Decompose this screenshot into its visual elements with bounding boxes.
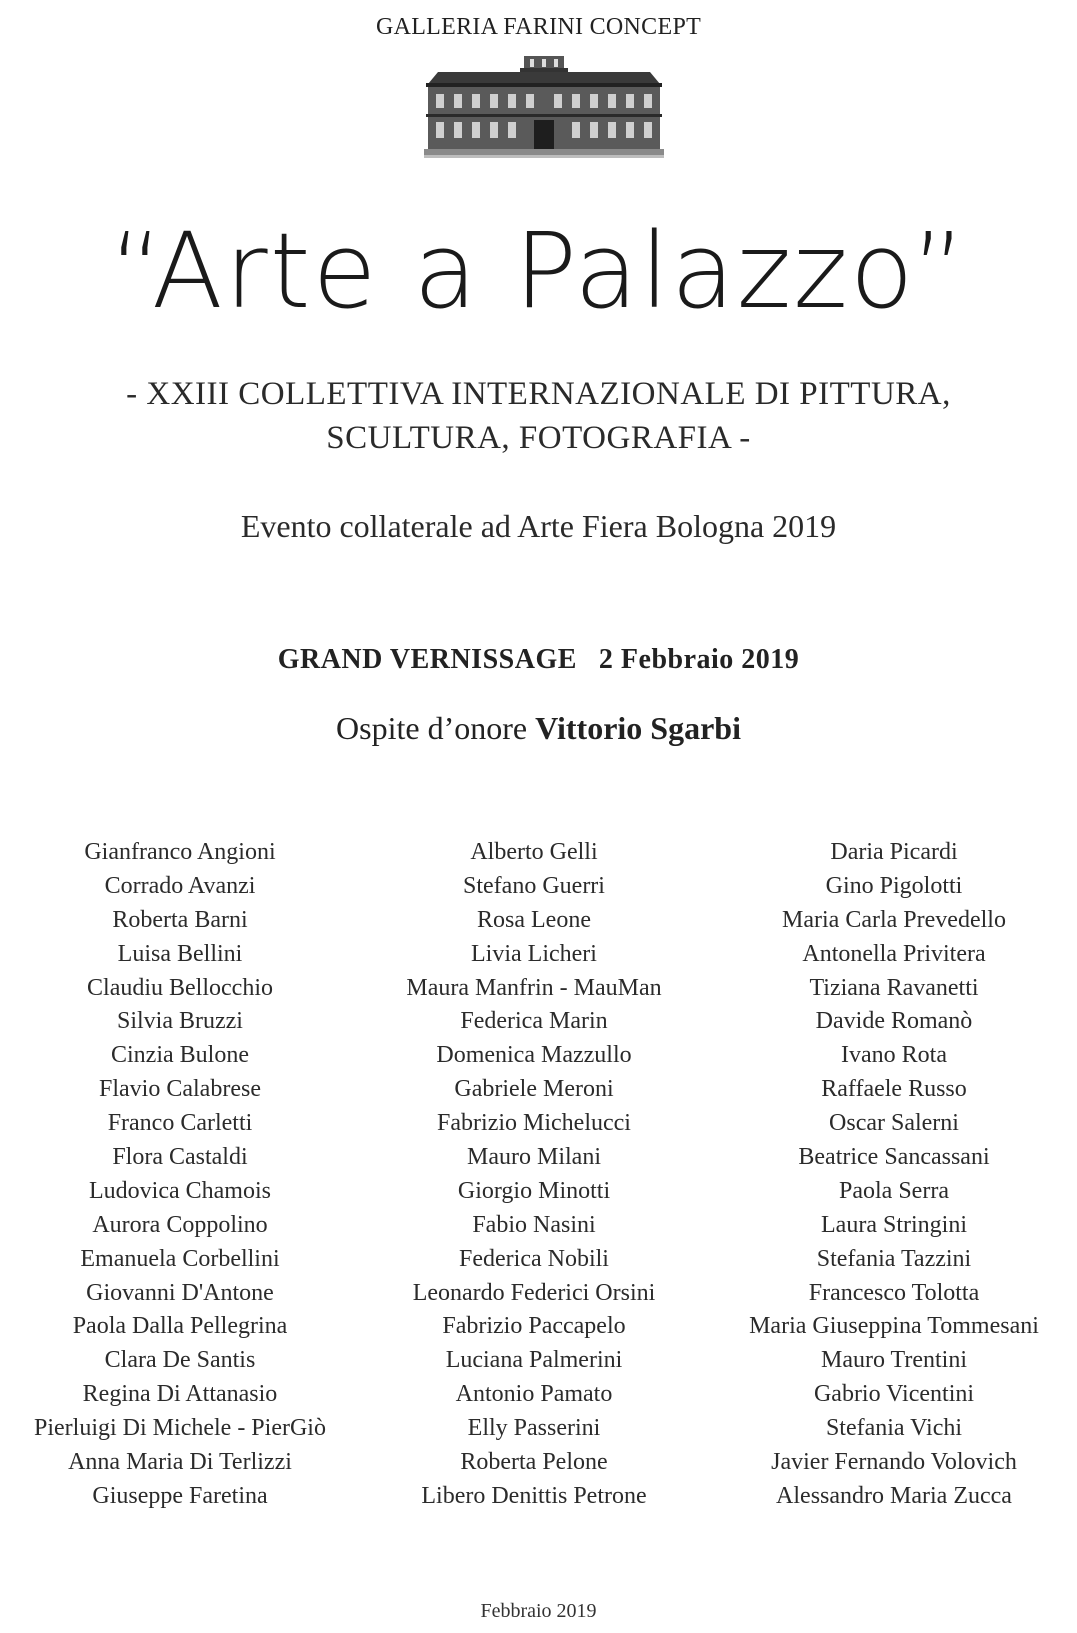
guest-prefix: Ospite d’onore xyxy=(336,710,528,746)
artist-name: Federica Marin xyxy=(460,1008,608,1035)
artist-name: Javier Fernando Volovich xyxy=(771,1449,1017,1476)
vernissage-line xyxy=(0,644,1077,676)
artist-name: Maria Giuseppina Tommesani xyxy=(749,1313,1039,1340)
artist-name: Paola Dalla Pellegrina xyxy=(72,1313,288,1340)
artist-name: Alberto Gelli xyxy=(470,839,598,865)
main-title: “Arte a Palazzo” xyxy=(109,210,968,332)
artist-name: Davide Romanò xyxy=(815,1008,973,1035)
artist-name: Tiziana Ravanetti xyxy=(809,974,979,1001)
artist-name: Pierluigi Di Michele - PierGiò xyxy=(34,1415,326,1442)
artist-name: Stefano Guerri xyxy=(463,872,605,899)
artist-name: Fabio Nasini xyxy=(472,1211,596,1238)
subtitle-line-1: - XXIII COLLETTIVA INTERNAZIONALE DI PITTURA, xyxy=(126,376,951,412)
artist-name: Giuseppe Faretina xyxy=(92,1482,268,1509)
artist-name: Fabrizio Michelucci xyxy=(437,1110,631,1137)
artist-name: Gianfranco Angioni xyxy=(84,839,276,865)
artist-name: Roberta Barni xyxy=(112,906,248,933)
artist-name: Aurora Coppolino xyxy=(92,1211,268,1238)
artist-name: Luisa Bellini xyxy=(117,940,243,967)
artist-name: Paola Serra xyxy=(839,1177,949,1204)
artist-name: Anna Maria Di Terlizzi xyxy=(68,1449,292,1476)
artist-name: Corrado Avanzi xyxy=(104,872,256,899)
event-description: Evento collaterale ad Arte Fiera Bologna 2019 xyxy=(240,508,837,544)
artist-name: Elly Passerini xyxy=(467,1415,601,1442)
artist-name: Luciana Palmerini xyxy=(445,1347,623,1374)
artist-name: Giorgio Minotti xyxy=(457,1177,611,1204)
artist-name: Libero Denittis Petrone xyxy=(421,1482,647,1509)
artist-name: Stefania Vichi xyxy=(825,1415,963,1442)
artist-name: Franco Carletti xyxy=(107,1110,253,1137)
artist-name: Livia Licheri xyxy=(471,940,597,967)
artist-name: Silvia Bruzzi xyxy=(117,1008,243,1035)
artist-name: Emanuela Corbellini xyxy=(80,1245,280,1272)
artists-column-2 xyxy=(344,836,724,1514)
vernissage-date: 2 Febbraio 2019 xyxy=(598,644,800,675)
artist-name: Oscar Salerni xyxy=(829,1110,959,1137)
artist-name: Alessandro Maria Zucca xyxy=(776,1482,1012,1509)
artist-name: Laura Stringini xyxy=(821,1211,967,1238)
artist-name: Maria Carla Prevedello xyxy=(782,906,1006,933)
artist-name: Antonio Pamato xyxy=(455,1381,613,1408)
artist-name: Federica Nobili xyxy=(459,1245,609,1272)
artist-name: Cinzia Bulone xyxy=(111,1042,249,1069)
artist-name: Clara De Santis xyxy=(104,1347,256,1374)
artists-column-3 xyxy=(704,836,1077,1514)
artist-name: Gabrio Vicentini xyxy=(813,1381,975,1408)
vernissage-label: GRAND VERNISSAGE xyxy=(277,644,577,675)
artist-name: Gabriele Meroni xyxy=(454,1076,614,1103)
guest-name: Vittorio Sgarbi xyxy=(535,710,741,746)
artist-name: Ivano Rota xyxy=(841,1042,947,1069)
artist-name: Claudiu Bellocchio xyxy=(87,974,273,1001)
artist-name: Rosa Leone xyxy=(477,906,591,933)
artist-name: Ludovica Chamois xyxy=(89,1177,271,1204)
artist-name: Gino Pigolotti xyxy=(825,872,963,899)
artist-name: Flora Castaldi xyxy=(112,1144,248,1171)
gallery-name: GALLERIA FARINI CONCEPT xyxy=(375,14,702,40)
artist-name: Giovanni D'Antone xyxy=(86,1279,274,1306)
artist-name: Mauro Milani xyxy=(467,1144,601,1171)
artist-name: Flavio Calabrese xyxy=(99,1076,261,1103)
palazzo-illustration xyxy=(424,54,664,158)
artist-name: Daria Picardi xyxy=(830,839,958,865)
artist-name: Fabrizio Paccapelo xyxy=(442,1313,626,1340)
subtitle xyxy=(0,372,1077,460)
guest-of-honor xyxy=(0,710,1077,747)
artist-name: Leonardo Federici Orsini xyxy=(412,1279,656,1306)
artist-name: Raffaele Russo xyxy=(821,1076,967,1103)
artist-name: Maura Manfrin - MauMan xyxy=(406,974,662,1001)
artist-name: Stefania Tazzini xyxy=(816,1245,972,1272)
artist-name: Domenica Mazzullo xyxy=(436,1042,632,1069)
subtitle-line-2: SCULTURA, FOTOGRAFIA - xyxy=(326,420,751,456)
artist-name: Beatrice Sancassani xyxy=(798,1144,990,1171)
artists-column-1 xyxy=(0,836,370,1514)
footer-date: Febbraio 2019 xyxy=(480,1600,597,1622)
artist-name: Antonella Privitera xyxy=(802,940,986,967)
artist-name: Francesco Tolotta xyxy=(808,1279,980,1306)
artist-name: Regina Di Attanasio xyxy=(82,1381,278,1408)
artist-name: Roberta Pelone xyxy=(460,1449,608,1476)
artist-name: Mauro Trentini xyxy=(820,1347,967,1374)
